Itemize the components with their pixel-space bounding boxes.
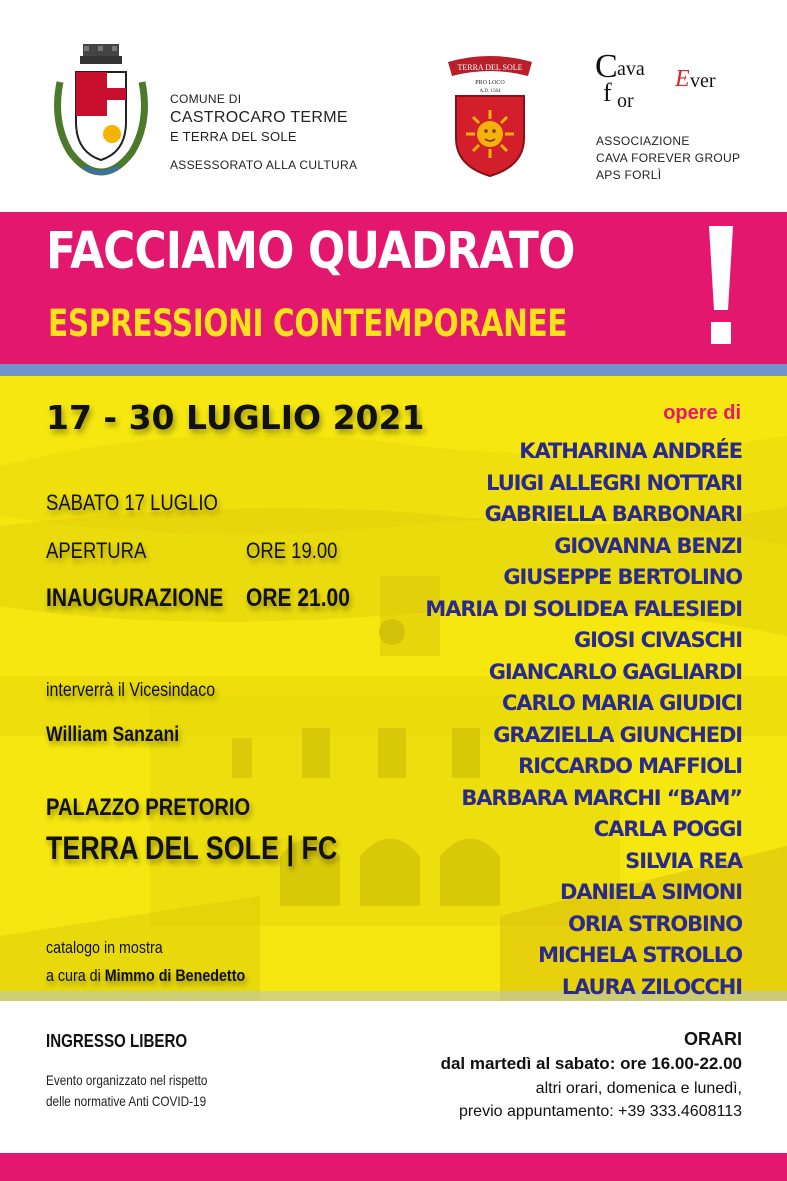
proloco-text: PRO LOCO: [475, 80, 505, 86]
orari-title: ORARI: [684, 1029, 742, 1049]
artist-name: DANIELA SIMONI: [559, 880, 742, 904]
exclamation-mark-icon: [706, 222, 736, 352]
ingresso-libero: INGRESSO LIBERO: [46, 1031, 188, 1051]
artist-name: GABRIELLA BARBONARI: [484, 502, 742, 526]
vicesindaco-name: William Sanzani: [46, 723, 180, 746]
comune-block: [170, 92, 357, 172]
inaugurazione-label: INAUGURAZIONE: [46, 584, 224, 612]
orari-line-1: dal martedì al sabato: ore 16.00-22.00: [440, 1054, 742, 1073]
artist-name: CARLA POGGI: [593, 817, 742, 841]
a-cura-prefix: a cura di: [46, 966, 105, 985]
venue-line-1: PALAZZO PRETORIO: [46, 794, 251, 821]
assoc-line-3: APS FORLÌ: [596, 168, 662, 182]
artist-name: KATHARINA ANDRÉE: [519, 439, 742, 463]
artist-name: SILVIA REA: [625, 848, 742, 873]
opening-hours: [441, 1029, 742, 1121]
pro-loco-coat-of-arms-icon: [440, 50, 540, 180]
inaugurazione-time: ORE 21.00: [246, 584, 350, 612]
assoc-line-2: CAVA FOREVER GROUP: [596, 151, 741, 165]
cava-forever-logo: C ava f or E ver: [595, 48, 716, 112]
artist-name: GIANCARLO GAGLIARDI: [488, 659, 742, 684]
blue-stripe: [0, 364, 787, 376]
covid-note: [46, 1070, 207, 1112]
artist-name: BARBARA MARCHI “BAM”: [461, 785, 742, 810]
a-cura-di: [46, 966, 245, 986]
artist-name: GRAZIELLA GIUNCHEDI: [493, 722, 742, 747]
orari-line-3: previo appuntamento: +39 333.4608113: [458, 1103, 742, 1120]
catalogo-text: catalogo in mostra: [46, 938, 163, 957]
artist-name: ORIA STROBINO: [568, 911, 742, 936]
subtitle: ESPRESSIONI CONTEMPORANEE: [48, 302, 568, 345]
artist-name: GIOVANNA BENZI: [554, 533, 742, 558]
interverra-text: interverrà il Vicesindaco: [46, 680, 216, 701]
apertura-label: APERTURA: [46, 538, 147, 563]
apertura-time: ORE 19.00: [246, 538, 338, 563]
covid-note-line-1: Evento organizzato nel rispetto: [46, 1072, 208, 1088]
comune-line-3: E TERRA DEL SOLE: [170, 129, 297, 144]
curator-name: Mimmo di Benedetto: [104, 966, 246, 985]
event-dates: 17 - 30 LUGLIO 2021: [46, 398, 425, 437]
artist-name: CARLO MARIA GIUDICI: [501, 691, 742, 715]
artist-name: LUIGI ALLEGRI NOTTARI: [486, 470, 742, 495]
main-title: FACCIAMO QUADRATO: [46, 222, 575, 281]
association-block: [596, 133, 740, 184]
venue-line-2: TERRA DEL SOLE | FC: [46, 830, 338, 866]
castrocaro-coat-of-arms-icon: [50, 42, 152, 184]
artist-name: LAURA ZILOCCHI: [561, 974, 742, 999]
artists-list: [425, 436, 742, 1003]
artist-name: GIUSEPPE BERTOLINO: [503, 565, 742, 589]
header: [0, 0, 787, 212]
artist-name: MICHELA STROLLO: [538, 943, 742, 967]
bottom-band: [0, 1153, 787, 1181]
event-day: SABATO 17 LUGLIO: [46, 490, 218, 515]
artists-heading: opere di: [663, 402, 741, 424]
assessorato: ASSESSORATO ALLA CULTURA: [170, 158, 358, 172]
assoc-line-1: ASSOCIAZIONE: [596, 134, 690, 148]
artist-name: MARIA DI SOLIDEA FALESIEDI: [425, 596, 742, 621]
orari-line-2: altri orari, domenica e lunedì,: [535, 1080, 742, 1097]
proloco-banner-text: TERRA DEL SOLE: [457, 63, 523, 72]
covid-note-line-2: delle normative Anti COVID-19: [46, 1093, 207, 1109]
comune-line-1: COMUNE DI: [170, 92, 242, 106]
proloco-year: A.D. 1564: [479, 89, 501, 94]
artist-name: RICCARDO MAFFIOLI: [518, 754, 742, 778]
comune-line-2: CASTROCARO TERME: [170, 109, 348, 126]
artist-name: GIOSI CIVASCHI: [574, 628, 742, 652]
